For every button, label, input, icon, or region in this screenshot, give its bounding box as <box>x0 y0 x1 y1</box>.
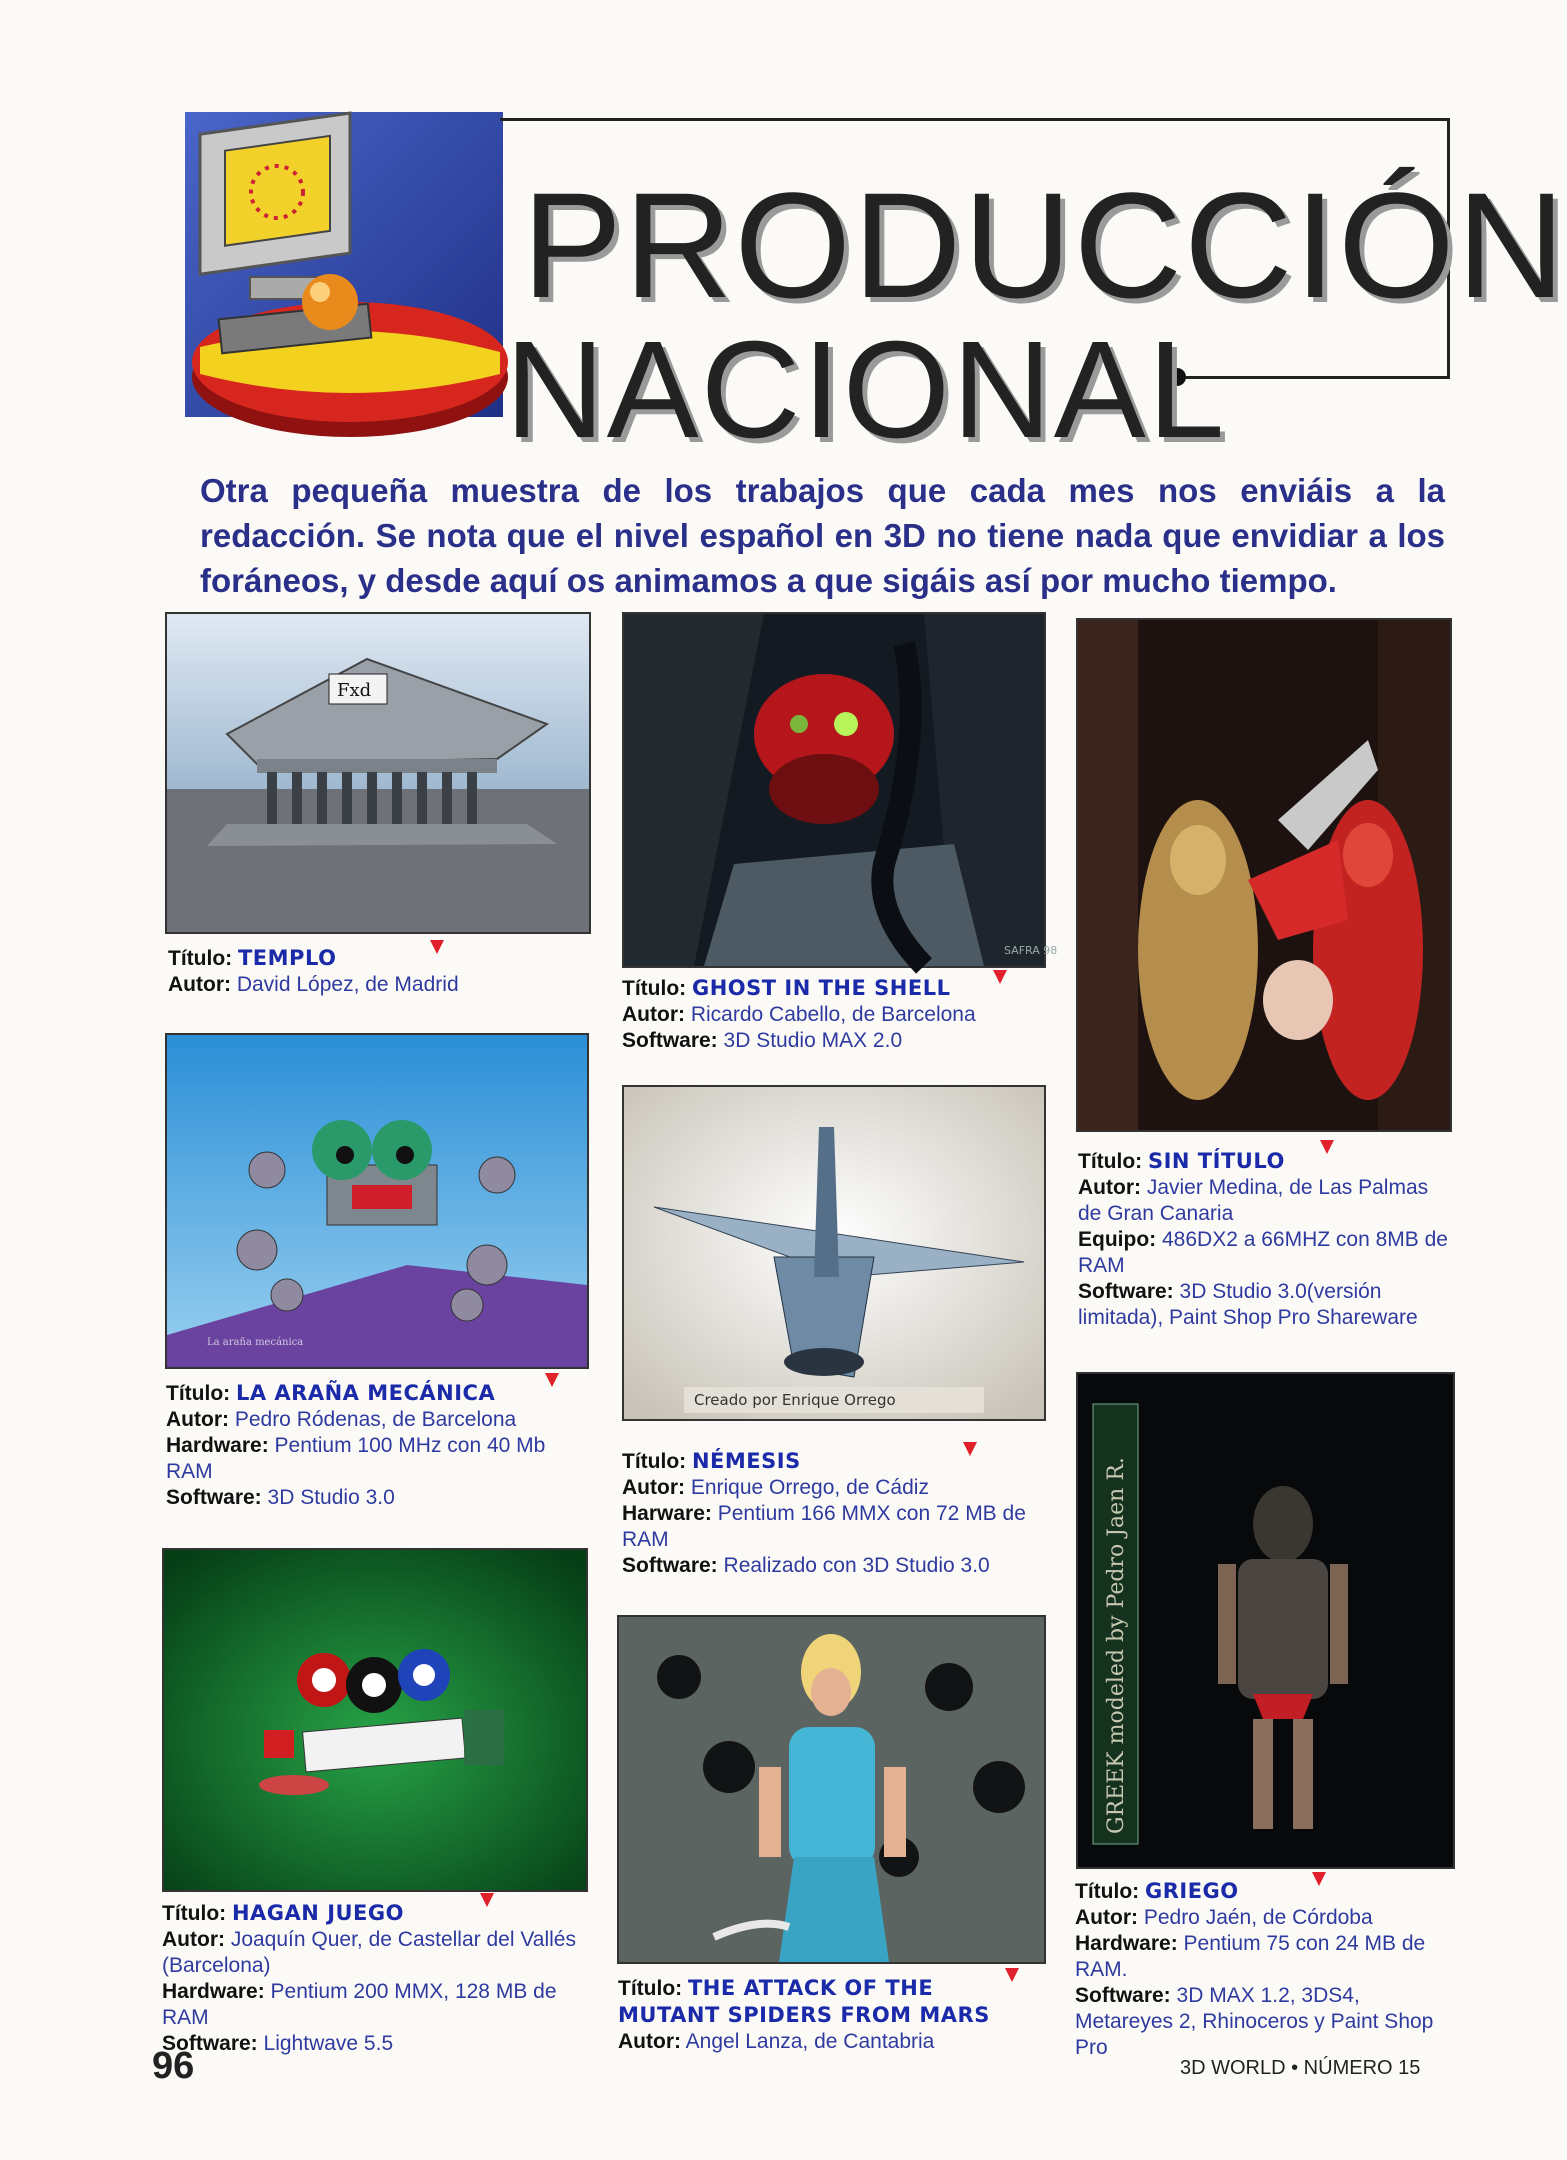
caption-nemesis: Título: NÉMESIS Autor: Enrique Orrego, de Cádiz Harware: Pentium 166 MMX con 72 MB de RAM Software: Realizado con 3D Studio 3.0 <box>622 1449 1026 1577</box>
marker-triangle-icon <box>545 1373 559 1387</box>
page-number: 96 <box>152 2045 195 2087</box>
caption-sin-titulo: Título: SIN TÍTULO Autor: Javier Medina, de Las Palmas de Gran Canaria Equipo: 486DX2 a 66MHZ con 8MB de RAM Software: 3D Studio 3.0(versión limitada), Paint Shop Pro Shareware <box>1078 1149 1448 1329</box>
image-templo <box>165 612 591 934</box>
griego-side-text: GREEK modeled by Pedro Jaen R. <box>1104 1457 1129 1834</box>
caption-row-title: Título: TEMPLO <box>168 946 337 970</box>
image-ghost-in-the-shell <box>622 612 1058 968</box>
marker-triangle-icon <box>963 1442 977 1456</box>
magazine-issue: 3D WORLD • NÚMERO 15 <box>1180 2057 1421 2079</box>
arana-mark-text: La araña mecánica <box>207 1337 304 1348</box>
caption-arana: Título: LA ARAÑA MECÁNICA Autor: Pedro Ródenas, de Barcelona Hardware: Pentium 100 MHz con 40 Mb RAM Software: 3D Studio 3.0 <box>166 1381 546 1509</box>
intro-paragraph: Otra pequeña muestra de los trabajos que cada mes nos enviáis a la redacción. Se nota que el nivel español en 3D no tiene nada que envidiar a los foráneos, y desde aquí os animamos a que sigáis así por mucho tiempo. <box>200 472 1445 599</box>
caption-hagan-juego: Título: HAGAN JUEGO Autor: Joaquín Quer, de Castellar del Vallés (Barcelona) Hardware: Pentium 200 MMX, 128 MB de RAM Software: Lightwave 5.5 <box>162 1901 576 2055</box>
nemesis-credit-text: Creado por Enrique Orrego <box>694 1391 896 1409</box>
caption-row-author: Autor: David López, de Madrid <box>168 973 459 996</box>
marker-triangle-icon <box>430 940 444 954</box>
caption-templo <box>168 945 588 998</box>
caption-griego: Título: GRIEGO Autor: Pedro Jaén, de Córdoba Hardware: Pentium 75 con 24 MB de RAM. Software: 3D MAX 1.2, 3DS4, Metareyes 2, Rhinoceros y Paint Shop Pro <box>1075 1879 1434 2059</box>
header-logo <box>180 112 500 442</box>
monitor-logo-icon <box>180 112 500 442</box>
image-griego <box>1076 1372 1455 1869</box>
marker-triangle-icon <box>1320 1140 1334 1154</box>
marker-triangle-icon <box>1005 1968 1019 1982</box>
ghost-mark-text: SAFRA 98 <box>1004 944 1058 957</box>
image-sin-titulo <box>1076 618 1452 1132</box>
marker-triangle-icon <box>993 970 1007 984</box>
marker-triangle-icon <box>1312 1872 1326 1886</box>
page-title-line2: NACIONAL <box>505 313 1227 467</box>
page-title-line1: PRODUCCIÓN <box>522 161 1567 329</box>
image-nemesis <box>622 1085 1046 1421</box>
image-attack-mutant-spiders <box>617 1615 1046 1964</box>
header-frame-top <box>500 118 1450 121</box>
templo-sign-text: Fxd <box>337 680 372 701</box>
caption-ghost: Título: GHOST IN THE SHELL Autor: Ricardo Cabello, de Barcelona Software: 3D Studio MAX 2.0 <box>622 976 976 1052</box>
caption-attack: Título: THE ATTACK OF THE MUTANT SPIDERS FROM MARS Autor: Angel Lanza, de Cantabria <box>618 1976 990 2053</box>
image-arana-mecanica <box>165 1033 589 1369</box>
marker-triangle-icon <box>480 1893 494 1907</box>
image-hagan-juego <box>162 1548 588 1892</box>
